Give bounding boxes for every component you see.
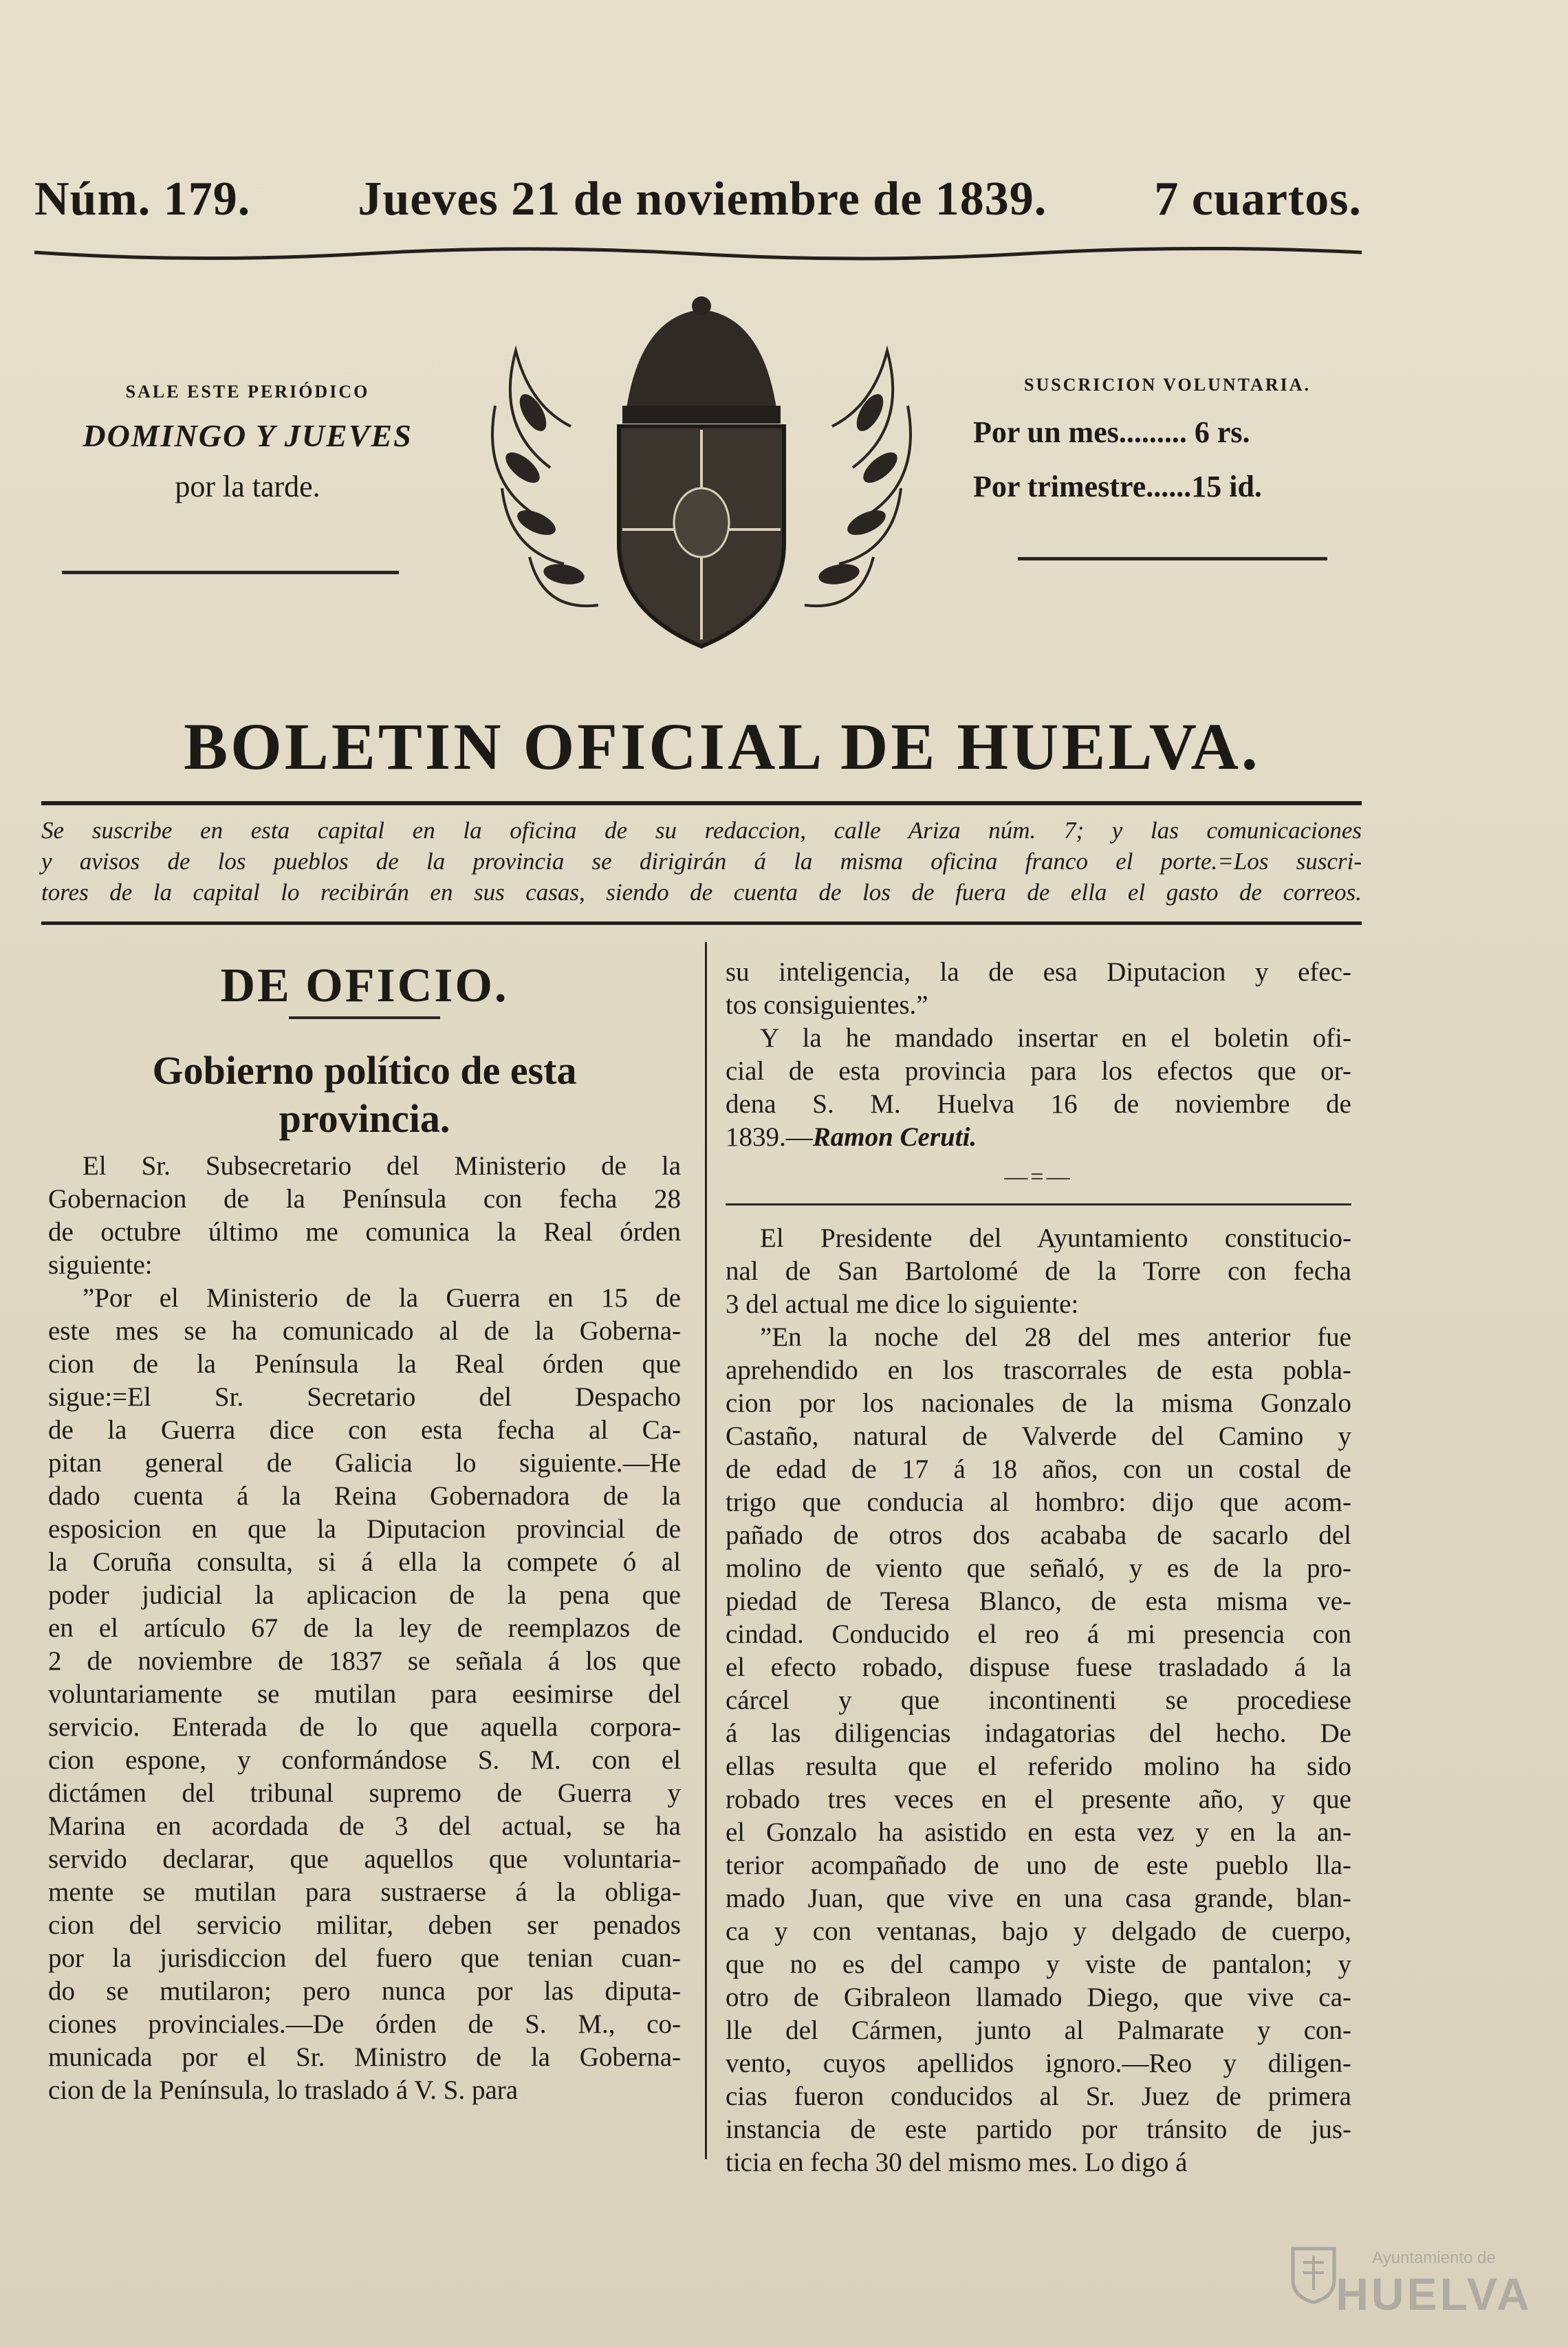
price-quarter: Por trimestre......15 id. [973, 470, 1262, 503]
text-line: pitan general de Galicia lo siguiente.—He [48, 1448, 681, 1478]
text-line: Marina en acordada de 3 del actual, se ha [48, 1811, 681, 1841]
text-line: 3 del actual me dice lo siguiente: [726, 1289, 1079, 1319]
column-divider [705, 942, 707, 2159]
text-line: servido declarar, que aquellos que voluntaria- [48, 1844, 681, 1874]
notice-line: tores de la capital lo recibirán en sus casas, siendo de cuenta de los de fuera de ella el gasto de correos. [41, 879, 1362, 906]
text-line: voluntariamente se mutilan para eesimirse del [48, 1679, 681, 1709]
text-line: terior acompañado de uno de este pueblo lla- [726, 1851, 1351, 1880]
text-line: El Sr. Subsecretario del Ministerio de la [83, 1151, 681, 1181]
royal-coat-of-arms-icon [468, 289, 935, 688]
masthead [34, 172, 1362, 248]
notice-rule [41, 921, 1362, 925]
schedule-days: DOMINGO Y JUEVES [83, 418, 413, 453]
subscription-notice [41, 815, 1362, 908]
text-line: cindad. Conducido el reo á mi presencia con [726, 1619, 1351, 1649]
text-line: instancia de este partido por tránsito de jus- [726, 2115, 1351, 2144]
text-line: á las diligencias indagatorias del hecho. De [726, 1718, 1351, 1748]
text-line: Y la he mandado insertar en el boletin ofi- [760, 1023, 1351, 1053]
text-line: ca y con ventanas, bajo y delgado de cuerpo, [726, 1917, 1351, 1946]
right-column [726, 956, 1351, 2179]
text-line: lle del Cármen, junto al Palmarate y con- [726, 2016, 1351, 2045]
text-line: vento, cuyos apellidos ignoro.—Reo y diligen- [726, 2049, 1351, 2078]
text-line: trigo que conducia al hombro: dijo que acom- [726, 1487, 1351, 1517]
text-line: ellas resulta que el referido molino ha sido [726, 1751, 1351, 1781]
left-article-body [48, 1150, 681, 2107]
text-line: cion por los nacionales de la misma Gonzalo [726, 1388, 1351, 1418]
archive-watermark [1286, 2221, 1540, 2331]
text-line: el Gonzalo ha asistido en esta vez y en la an- [726, 1817, 1351, 1847]
text-line: sigue:=El Sr. Secretario del Despacho [48, 1382, 681, 1412]
subscription-label: SUSCRICION VOLUNTARIA. [1023, 375, 1311, 395]
text-line: dictámen del tribunal supremo de Guerra y [48, 1778, 681, 1808]
text-line: poder judicial la aplicacion de la pena que [48, 1580, 681, 1610]
text-line: dena S. M. Huelva 16 de noviembre de [726, 1089, 1351, 1119]
text-line: este mes se ha comunicado al de la Goberna- [48, 1316, 681, 1346]
text-line: ”Por el Ministerio de la Guerra en 15 de [83, 1283, 681, 1313]
text-line: siguiente: [48, 1250, 153, 1280]
text-line: Castaño, natural de Valverde del Camino y [726, 1421, 1351, 1451]
title-rule [41, 801, 1362, 805]
text-line: ticia en fecha 30 del mismo mes. Lo digo á [726, 2148, 1188, 2177]
text-line: ciones provinciales.—De órden de S. M., co- [48, 2009, 681, 2039]
text-line: dado cuenta á la Reina Gobernadora de la [48, 1481, 681, 1511]
schedule-label: SALE ESTE PERIÓDICO [125, 382, 370, 402]
signature-date: 1839.— [726, 1122, 813, 1152]
notice-line: y avisos de los pueblos de la provincia se dirigirán á la misma oficina franco el porte.=Los suscri- [41, 848, 1362, 875]
text-line: cias fueron conducidos al Sr. Juez de primera [726, 2082, 1351, 2111]
schedule-rule [62, 571, 399, 574]
text-line: de edad de 17 á 18 años, con un costal de [726, 1454, 1351, 1484]
separator-mark: —=— [1004, 1164, 1073, 1190]
insertion-notice [726, 1022, 1351, 1121]
text-line: cial de esta provincia para los efectos que or- [726, 1056, 1351, 1086]
publication-schedule [41, 382, 454, 504]
heading-line: Gobierno político de esta [152, 1048, 577, 1093]
text-line: 2 de noviembre de 1837 se señala á los que [48, 1646, 681, 1676]
text-line: mente se mutilan para sustraerse á la obliga- [48, 1877, 681, 1907]
issue-price: 7 cuartos. [1154, 173, 1362, 226]
text-line: tos consiguientes.” [726, 990, 928, 1020]
text-line: pañado de otros dos acababa de sacarlo del [726, 1520, 1351, 1550]
signature-name: Ramon Ceruti. [812, 1122, 977, 1152]
issue-date: Jueves 21 de noviembre de 1839. [358, 173, 1047, 226]
text-line: El Presidente del Ayuntamiento constitucio- [760, 1223, 1351, 1253]
text-line: de octubre último me comunica la Real órden [48, 1217, 681, 1247]
article-heading [48, 1047, 681, 1143]
text-line: la Coruña consulta, si á ella la compete ó al [48, 1547, 681, 1577]
text-line: ”En la noche del 28 del mes anterior fue [760, 1322, 1351, 1352]
text-line: esposicion en que la Diputacion provincial de [48, 1514, 681, 1544]
masthead-wavy-rule [34, 244, 1362, 265]
text-line: molino de viento que señaló, y es de la pro- [726, 1553, 1351, 1583]
text-line: cárcel y que incontinenti se procediese [726, 1685, 1351, 1715]
watermark-big-text: HUELVA [1336, 2269, 1532, 2319]
text-line: cion del servicio militar, deben ser penados [48, 1910, 681, 1940]
text-line: Gobernacion de la Península con fecha 28 [48, 1184, 681, 1214]
text-line: piedad de Teresa Blanco, de esta misma ve- [726, 1586, 1351, 1616]
price-month: Por un mes......... 6 rs. [973, 415, 1250, 449]
text-line: cion espone, y conformándose S. M. con el [48, 1745, 681, 1775]
issue-number: Núm. 179. [34, 173, 251, 226]
text-line: cion de la Península, lo traslado á V. S. para [48, 2075, 519, 2105]
subscription-prices [973, 375, 1362, 504]
city-crest-icon [1286, 2242, 1341, 2304]
signature-line [726, 1121, 1351, 1154]
text-line: en el artículo 67 de la ley de reemplazos de [48, 1613, 681, 1643]
text-line: municada por el Sr. Ministro de la Goberna- [48, 2042, 681, 2072]
text-line: servicio. Enterada de lo que aquella corpora- [48, 1712, 681, 1742]
text-line: mado Juan, que vive en una casa grande, blan- [726, 1884, 1351, 1913]
text-line: por la jurisdiccion del fuero que tenian cuan- [48, 1943, 681, 1973]
heading-line: provincia. [279, 1096, 450, 1141]
text-line: otro de Gibraleon llamado Diego, que vive ca- [726, 1983, 1351, 2012]
right-article-continuation [726, 956, 1351, 1022]
prices-rule [1018, 557, 1327, 560]
schedule-time: por la tarde. [175, 470, 320, 503]
text-line: do se mutilaron; pero nunca por las diputa- [48, 1976, 681, 2006]
text-line: aprehendido en los trascorrales de esta pobla- [726, 1355, 1351, 1385]
text-line: robado tres veces en el presente año, y que [726, 1784, 1351, 1814]
text-line: de la Guerra dice con esta fecha al Ca- [48, 1415, 681, 1445]
separator-rule [726, 1203, 1351, 1205]
text-line: cion de la Península la Real órden que [48, 1349, 681, 1379]
newspaper-title: BOLETIN OFICIAL DE HUELVA. [184, 710, 1261, 783]
second-article-body [726, 1222, 1351, 2179]
watermark-small-text: Ayuntamiento de [1372, 2249, 1496, 2267]
left-column [48, 956, 681, 2107]
notice-line: Se suscribe en esta capital en la oficina de su redaccion, calle Ariza núm. 7; y las comunicaciones [41, 817, 1362, 844]
text-line: nal de San Bartolomé de la Torre con fecha [726, 1256, 1351, 1286]
text-line: el efecto robado, dispuse fuese trasladado á la [726, 1652, 1351, 1682]
section-rule [289, 1016, 440, 1019]
text-line: que no es del campo y viste de pantalon; y [726, 1950, 1351, 1979]
section-heading: DE OFICIO. [220, 959, 509, 1012]
text-line: su inteligencia, la de esa Diputacion y efec- [726, 957, 1351, 987]
